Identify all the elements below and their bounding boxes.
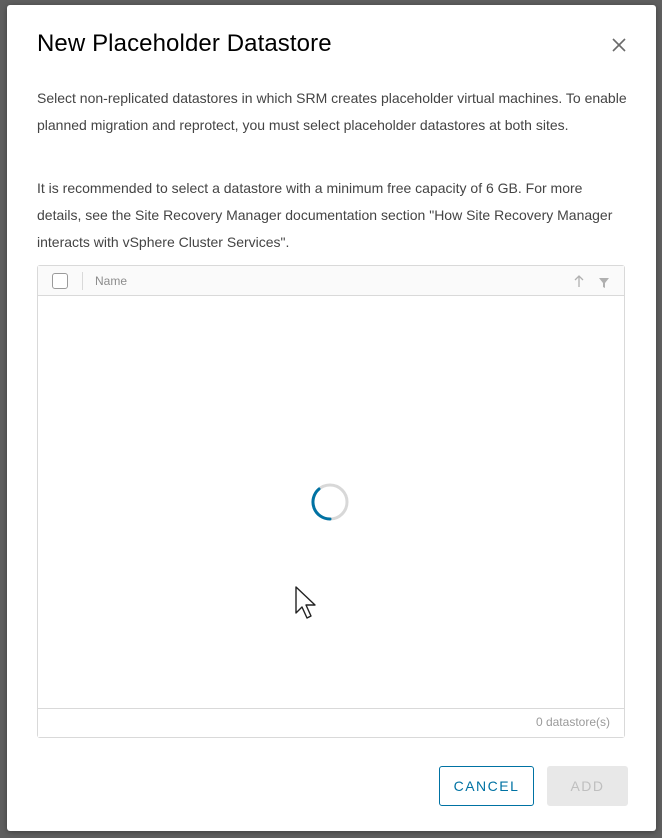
close-icon xyxy=(609,35,629,55)
grid-header xyxy=(38,266,624,296)
cancel-button[interactable]: CANCEL xyxy=(439,766,534,806)
description-placeholder-datastores: Select non-replicated datastores in which SRM creates placeholder virtual machines. To enable planned migration and reprotect, you must select placeholder datastores at both sites. xyxy=(37,90,627,133)
column-divider xyxy=(82,272,83,290)
sort-ascending-icon xyxy=(573,274,585,288)
dialog-title: New Placeholder Datastore xyxy=(37,30,332,57)
filter-button[interactable] xyxy=(598,276,610,288)
datastore-count: 0 datastore(s) xyxy=(535,715,610,729)
select-all-checkbox[interactable] xyxy=(52,273,68,289)
mouse-pointer-icon xyxy=(294,585,320,621)
filter-icon xyxy=(598,277,610,289)
loading-spinner-icon xyxy=(310,482,350,522)
description-capacity-recommendation: It is recommended to select a datastore with a minimum free capacity of 6 GB. For more details, see the Site Recovery Manager documentation section "How Site Recovery Manager interacts with vSphere Cluster Services". xyxy=(37,180,613,250)
close-button[interactable] xyxy=(609,35,629,55)
add-button[interactable]: ADD xyxy=(547,766,628,806)
sort-button[interactable] xyxy=(573,274,585,288)
loading-spinner xyxy=(310,482,350,522)
datastore-grid xyxy=(37,265,625,738)
grid-footer xyxy=(38,708,624,737)
new-placeholder-datastore-dialog xyxy=(7,5,656,831)
column-header-name[interactable]: Name xyxy=(95,274,128,288)
